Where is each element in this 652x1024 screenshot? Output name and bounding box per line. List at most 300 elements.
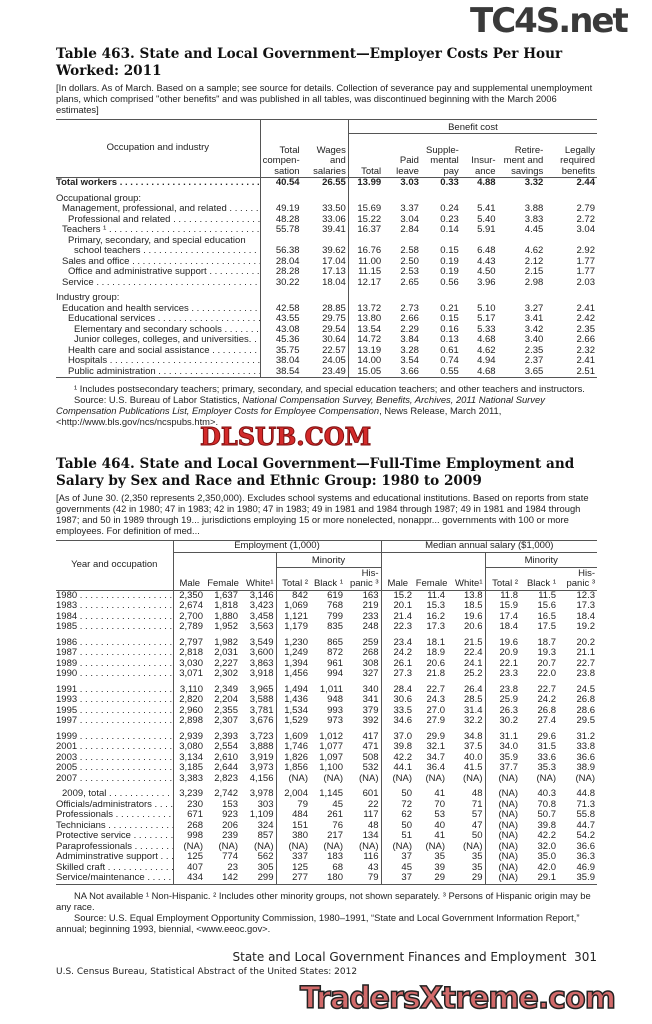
row-label-text: 1987 . . . [56, 648, 173, 658]
row-label [56, 659, 173, 670]
cell: 37.7 [499, 762, 518, 773]
cell: 0.24 [440, 203, 459, 214]
row-label [56, 695, 173, 706]
row-label [56, 288, 260, 304]
cell: 3.04 [400, 213, 419, 225]
table-row [56, 716, 597, 727]
row-label-text: Public administration . . . [68, 367, 260, 377]
cell: 29.6 [537, 730, 556, 742]
cell: 1,856 [284, 762, 308, 773]
cell: 48 [447, 784, 485, 800]
cell: 768 [327, 600, 343, 611]
cell: 48.28 [275, 213, 300, 225]
row-label-text: 1985 . . . [56, 622, 173, 632]
cell: 42.58 [275, 302, 300, 314]
cell: 3,239 [179, 788, 203, 799]
table-row [56, 367, 597, 378]
cell: 2,674 [179, 600, 203, 611]
row-label [56, 267, 260, 278]
cell: 134 [345, 831, 381, 842]
cell: 33.5 [393, 704, 412, 716]
row-label-text: 1986 . . . [56, 637, 173, 648]
cell: 1,011 [319, 683, 343, 695]
row-label-text: Professional and related . . . [68, 215, 260, 225]
cell: 22 [345, 800, 381, 811]
cell: 4.62 [477, 344, 496, 356]
cell: 340 [345, 680, 381, 696]
row-label [56, 852, 173, 863]
cell: 33.06 [302, 215, 349, 226]
cell: 0.56 [440, 276, 459, 288]
cell: 998 [187, 830, 203, 841]
cell: (NA) [288, 840, 308, 852]
cell: 1,145 [319, 788, 343, 799]
cell: 3,563 [240, 622, 276, 633]
cell: 20.7 [537, 657, 556, 669]
row-label [56, 727, 173, 743]
cell: 1,394 [284, 657, 308, 669]
cell: (NA) [575, 772, 595, 784]
cell: 41.5 [447, 763, 485, 774]
cell: 774 [222, 851, 238, 862]
cell: 29.5 [576, 715, 595, 726]
cell: 4,156 [240, 774, 276, 785]
cell: 28.04 [275, 255, 300, 267]
cell [260, 189, 301, 205]
cell: 18.1 [426, 636, 445, 648]
cell: 2,797 [179, 636, 203, 648]
col-wages: Wages and salaries [302, 120, 349, 178]
cell: 18.4 [576, 610, 595, 622]
cell: 2,818 [179, 647, 203, 658]
cell: 21.8 [426, 668, 445, 679]
cell: 305 [240, 863, 276, 874]
cell: 49.19 [275, 203, 300, 214]
cell: 72 [401, 798, 412, 810]
row-label-text: Education and health services . . . [62, 304, 260, 314]
cell: 29.9 [426, 730, 445, 742]
cell: 17.3 [576, 600, 595, 611]
cell: 39.41 [302, 225, 349, 236]
cell: 3.54 [400, 355, 419, 366]
cell [498, 288, 546, 304]
cell: 55.78 [275, 224, 300, 235]
cell: 2.58 [400, 245, 419, 256]
table-row [56, 267, 597, 278]
cell: 3,919 [240, 753, 276, 764]
row-label [56, 831, 173, 842]
cell: 0.14 [440, 224, 459, 235]
cell: 36.3 [576, 851, 595, 862]
cell: 20.9 [499, 647, 518, 658]
cell: 13.72 [357, 302, 382, 314]
cell: 2,742 [214, 788, 238, 799]
cell [461, 288, 498, 304]
cell: 26.55 [302, 178, 349, 189]
cell: 961 [327, 657, 343, 669]
cell: 18.4 [499, 621, 518, 632]
cell: 3.84 [400, 334, 419, 345]
tc4s-watermark-logo: TC4S.net [470, 1, 627, 41]
col-legally-required: Legally required benefits [545, 134, 597, 178]
table-row [56, 852, 597, 863]
row-label-text: 2001 . . . [56, 742, 173, 752]
cell: 46.9 [576, 861, 595, 873]
cell: 0.21 [440, 302, 459, 314]
section-name: State and Local Government Finances and Employment [232, 950, 567, 964]
table-row [56, 178, 597, 189]
cell: 45.36 [275, 334, 300, 345]
row-label-text: Office and administrative support . . . [68, 267, 260, 277]
cell: 40.0 [447, 753, 485, 764]
cell: 11.00 [358, 255, 382, 267]
cell: 973 [327, 715, 343, 726]
cell: 671 [187, 809, 203, 820]
cell: 4.45 [524, 224, 544, 235]
cell: 19.3 [537, 647, 556, 658]
cell: 27.4 [537, 715, 556, 726]
cell: 2.41 [576, 355, 595, 366]
cell: 407 [187, 861, 203, 873]
cell: 268 [187, 819, 203, 831]
cell: 3,973 [240, 763, 276, 774]
cell: 327 [345, 669, 381, 680]
cell: 15.69 [357, 203, 382, 214]
row-label-text: 1984 . . . [56, 612, 173, 622]
cell: 842 [292, 589, 308, 601]
cell: 42.2 [393, 751, 412, 763]
cell: (NA) [498, 840, 518, 852]
cell: 2.12 [524, 255, 544, 267]
cell: 19.2 [576, 621, 595, 632]
table-row [56, 742, 597, 753]
cell: 872 [327, 647, 343, 658]
cell: 392 [345, 716, 381, 727]
cell: 1,494 [284, 683, 308, 695]
cell [383, 288, 421, 304]
row-label [56, 356, 260, 367]
cell: 31.4 [447, 706, 485, 717]
cell: 0.61 [440, 344, 459, 356]
cell: 34.0 [499, 741, 518, 752]
cell: 3,978 [240, 784, 276, 800]
cell: 28.6 [576, 704, 595, 716]
cell: (NA) [447, 842, 485, 853]
cell: 35 [447, 863, 485, 874]
cell: 70 [434, 798, 445, 810]
col-benefit-cost: Benefit cost [348, 120, 597, 134]
cell: 30.64 [302, 335, 349, 346]
cell: 230 [187, 798, 203, 810]
cell: 3,588 [240, 695, 276, 706]
row-label-text: Skilled craft . . . [56, 863, 173, 873]
cell: (NA) [498, 809, 518, 820]
cell: 55.8 [576, 809, 595, 820]
cell: 25.9 [499, 694, 518, 705]
cell: 25.2 [447, 669, 485, 680]
cell: 3,781 [240, 706, 276, 717]
cell: 1,534 [284, 704, 308, 716]
cell: 3,723 [240, 727, 276, 743]
row-label [56, 706, 173, 717]
cell: 42.2 [537, 830, 556, 841]
cell: 2,004 [284, 788, 308, 799]
cell [421, 189, 461, 205]
cell: 5.17 [477, 313, 496, 324]
source-note: Source: U.S. Equal Employment Opportunity Commission, 1980–1991, “State and Local Government Information Report,” annual; beginning 1993, biennial, <www.eeoc.gov>. [56, 911, 580, 934]
cell: 0.33 [440, 177, 459, 188]
cell: 30.2 [499, 715, 518, 726]
cell: 1,746 [284, 741, 308, 752]
row-label-text: Health care and social assistance . . . [68, 346, 260, 356]
cell: 54.2 [576, 830, 595, 841]
cell: 923 [222, 809, 238, 820]
row-label [56, 590, 173, 601]
table-row [56, 727, 597, 743]
cell: 13.8 [447, 590, 485, 601]
cell: 3,134 [179, 751, 203, 763]
cell: 308 [345, 659, 381, 670]
cell: 23.49 [302, 367, 349, 378]
cell: 17.3 [426, 621, 445, 632]
page-footer [56, 950, 597, 978]
cell: 3.28 [400, 344, 419, 356]
table-row [56, 225, 597, 236]
cell: 1,249 [284, 647, 308, 658]
cell: 15.3 [426, 600, 445, 611]
cell: 18.04 [302, 278, 349, 289]
cell: 43.55 [275, 313, 300, 324]
col-female: Female [207, 578, 239, 589]
cell: 79 [297, 798, 308, 810]
cell: 116 [345, 852, 381, 863]
cell: 30.22 [275, 276, 300, 288]
cell: 22.3 [393, 621, 412, 632]
cell: 17.4 [499, 610, 518, 622]
cell: 233 [345, 612, 381, 623]
table-row [56, 784, 597, 800]
cell: 2.29 [400, 323, 419, 335]
cell: 3.88 [524, 203, 544, 214]
cell: 1,121 [284, 610, 308, 622]
table-464-section [56, 456, 597, 934]
cell: 16.37 [357, 224, 382, 235]
cell: 39 [434, 861, 445, 873]
row-label-text: Technicians . . . [56, 821, 173, 831]
table-463-headnote: [In dollars. As of March. Based on a sample; see source for details. Collection of severance pay and supplemental unemployment plans, which comprised "other benefits" and was published in all tables, was discontinued beginning with the March 2006 estimates] [56, 82, 593, 115]
cell: 3.83 [524, 213, 544, 225]
cell: 51 [401, 830, 412, 841]
cell: 15.9 [499, 600, 518, 611]
cell: (NA) [498, 861, 518, 873]
table-463 [56, 119, 597, 378]
cell: 23.3 [499, 668, 518, 679]
row-label-text: 2003 . . . [56, 753, 173, 763]
cell: 68 [332, 861, 343, 873]
cell: 562 [240, 852, 276, 863]
cell: 62 [401, 809, 412, 820]
cell: 33.8 [576, 741, 595, 752]
cell: 36.6 [576, 840, 595, 852]
cell: 16.5 [537, 610, 556, 622]
cell: 3,918 [240, 669, 276, 680]
cell: 3,383 [179, 772, 203, 784]
cell: 24.1 [447, 659, 485, 670]
cell: 2.65 [400, 276, 419, 288]
cell: 27.9 [426, 715, 445, 726]
row-label [56, 774, 173, 785]
cell: 79 [345, 873, 381, 884]
cell: 380 [292, 830, 308, 841]
cell: 2.66 [400, 313, 419, 324]
cell: 183 [327, 851, 343, 862]
cell: 4.43 [477, 255, 496, 267]
row-label-text: Sales and office . . . [62, 257, 260, 267]
table-row [56, 669, 597, 680]
cell: 3,030 [179, 657, 203, 669]
cell: 4.62 [524, 245, 544, 256]
col-employment: Employment (1,000) [173, 541, 381, 553]
cell: 2.37 [524, 355, 544, 366]
cell: 29.1 [537, 872, 556, 883]
cell: 417 [345, 727, 381, 743]
cell: 20.2 [576, 636, 595, 648]
cell: 45 [332, 798, 343, 810]
cell: 76 [332, 819, 343, 831]
cell: 2,898 [179, 715, 203, 726]
row-label [56, 669, 173, 680]
cell: (NA) [425, 840, 445, 852]
cell: 857 [240, 831, 276, 842]
row-label-text: 2005 . . . [56, 763, 173, 773]
stub-header: Occupation and industry [56, 120, 260, 178]
cell: 1,456 [284, 668, 308, 679]
row-label-text: 2009, total . . . [62, 788, 173, 799]
cell: 1,880 [214, 610, 238, 622]
cell: 1,529 [284, 715, 308, 726]
cell: 2,393 [214, 730, 238, 742]
cell: 1,109 [240, 810, 276, 821]
running-footer [56, 950, 597, 965]
cell: 5.33 [477, 323, 496, 335]
cell: 993 [327, 704, 343, 716]
cell: 26.1 [393, 657, 412, 669]
cell: 2.72 [576, 213, 595, 225]
cell: 3,146 [240, 590, 276, 601]
footnote: ¹ Includes postsecondary teachers; primary, secondary, and special education teachers; and other teachers and instructors. [74, 383, 585, 394]
cell: 6.48 [477, 245, 496, 256]
col-total-comp: Total compen- sation [260, 120, 301, 178]
cell: 35 [447, 852, 485, 863]
cell: (NA) [498, 772, 518, 784]
cell: 20.1 [393, 600, 412, 611]
row-label [56, 842, 173, 853]
cell: 3.65 [524, 365, 544, 377]
cell: 56.38 [275, 245, 300, 256]
cell: 17.13 [302, 267, 349, 278]
row-label [56, 622, 173, 633]
cell: 153 [222, 798, 238, 810]
cell: 34.8 [447, 727, 485, 743]
cell: 1,097 [319, 751, 343, 763]
cell: 0.19 [440, 255, 459, 267]
cell: 3,110 [179, 683, 203, 695]
cell: 26.4 [447, 680, 485, 696]
row-label-text: 1989 . . . [56, 659, 173, 669]
cell: 15.05 [357, 365, 382, 377]
row-label [56, 612, 173, 623]
cell: (NA) [288, 772, 308, 784]
cell: 341 [345, 695, 381, 706]
cell: 26.3 [499, 704, 518, 716]
row-label-text: Teachers ¹ . . . [62, 225, 260, 235]
cell: 125 [187, 851, 203, 862]
cell: 38.9 [576, 762, 595, 773]
table-row [56, 873, 597, 884]
cell: 994 [327, 668, 343, 679]
row-label [56, 601, 173, 612]
cell: 39.8 [393, 741, 412, 752]
page-number: 301 [574, 950, 597, 964]
cell: 44.7 [576, 819, 595, 831]
cell: 34.7 [426, 751, 445, 763]
cell: 35.0 [537, 851, 556, 862]
cell: 71.3 [576, 798, 595, 810]
cell: (NA) [498, 830, 518, 841]
cell: 532 [345, 763, 381, 774]
cell: 35.9 [499, 751, 518, 763]
cell: 2,307 [214, 715, 238, 726]
cell: (NA) [240, 842, 276, 853]
row-label [56, 873, 173, 884]
cell: 37 [401, 851, 412, 862]
cell: 2,610 [214, 751, 238, 763]
cell: 3.96 [477, 276, 496, 288]
cell: 29.75 [302, 314, 349, 325]
cell: 0.19 [440, 266, 459, 277]
cell: 39.62 [302, 246, 349, 257]
cell: 5.10 [477, 302, 496, 314]
cell: 3,185 [179, 762, 203, 773]
cell: (NA) [323, 840, 343, 852]
row-label-text: Protective service . . . [56, 831, 173, 841]
cell: 508 [345, 753, 381, 764]
cell: 4.94 [477, 355, 496, 366]
cell [348, 189, 383, 205]
cell: 29.54 [302, 325, 349, 336]
row-label [56, 314, 260, 325]
cell: (NA) [498, 798, 518, 810]
cell: 799 [327, 610, 343, 622]
table-row [56, 335, 597, 346]
cell: 3.37 [400, 203, 419, 214]
cell: 27.0 [426, 704, 445, 716]
cell: 22.7 [537, 683, 556, 695]
cell: (NA) [498, 819, 518, 831]
cell: 22.4 [447, 648, 485, 659]
cell: 41 [434, 830, 445, 841]
cell: 4.88 [477, 177, 496, 188]
cell: 22.7 [576, 657, 595, 669]
cell: 0.15 [440, 313, 459, 324]
row-label [56, 784, 173, 800]
col-hispanic: His- panic ³ [558, 567, 597, 590]
cell: 163 [345, 590, 381, 601]
cell: 303 [240, 800, 276, 811]
cell: 28.5 [447, 695, 485, 706]
cell: 259 [345, 633, 381, 649]
cell: 434 [187, 872, 203, 883]
